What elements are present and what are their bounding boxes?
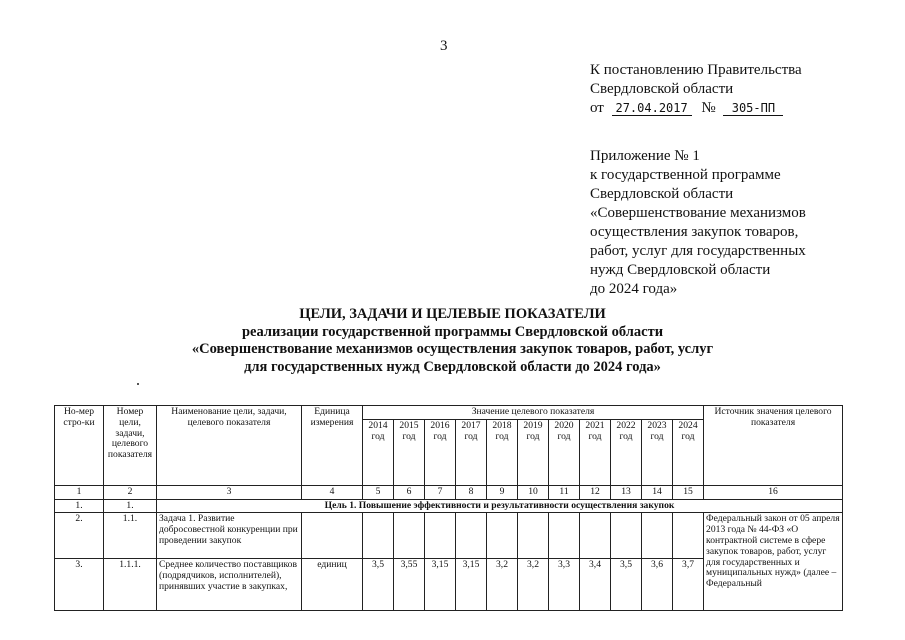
empty-cell xyxy=(518,513,549,559)
title-line: для государственных нужд Свердловской области до 2024 года» xyxy=(244,358,661,375)
task-row xyxy=(55,513,843,559)
year-header: 2014 год xyxy=(363,419,394,485)
header-name: Наименование цели, задачи, целевого показателя xyxy=(157,406,302,486)
year-header: 2018 год xyxy=(487,419,518,485)
indicator-unit: единиц xyxy=(302,559,363,611)
title-line: ЦЕЛИ, ЗАДАЧИ И ЦЕЛЕВЫЕ ПОКАЗАТЕЛИ xyxy=(299,306,606,322)
approval-date: 27.04.2017 xyxy=(612,101,692,116)
appendix-line: «Совершенствование механизмов xyxy=(590,205,806,221)
column-number: 7 xyxy=(425,485,456,499)
year-header: 2017 год xyxy=(456,419,487,485)
column-number: 15 xyxy=(673,485,704,499)
appendix-line: Свердловской области xyxy=(590,186,734,202)
column-number: 14 xyxy=(642,485,673,499)
approval-block xyxy=(590,61,802,118)
source-text: Федеральный закон от 05 апреля 2013 года № 44-ФЗ «О контрактной системе в сфере закупок товаров, работ, услуг для государственных и муниципальных нужд» (далее – Федеральный xyxy=(704,513,843,611)
indicator-row-num: 3. xyxy=(55,559,104,611)
number-label: № xyxy=(701,100,716,116)
indicator-value: 3,15 xyxy=(456,559,487,611)
column-number: 12 xyxy=(580,485,611,499)
appendix-line: работ, услуг для государственных xyxy=(590,243,806,259)
from-label: от xyxy=(590,100,604,116)
empty-cell xyxy=(363,513,394,559)
empty-cell xyxy=(456,513,487,559)
approval-number: 305-ПП xyxy=(723,101,783,116)
indicator-value: 3,5 xyxy=(363,559,394,611)
column-numbers-row xyxy=(55,485,843,499)
goal-row-num: 1. xyxy=(55,499,104,513)
empty-cell xyxy=(642,513,673,559)
column-number: 9 xyxy=(487,485,518,499)
task-row-num: 2. xyxy=(55,513,104,559)
indicator-value: 3,2 xyxy=(487,559,518,611)
year-header: 2022 год xyxy=(611,419,642,485)
header-row xyxy=(55,406,843,420)
year-header: 2015 год xyxy=(394,419,425,485)
scan-dot xyxy=(137,383,139,385)
indicators-table xyxy=(54,405,843,611)
column-number: 5 xyxy=(363,485,394,499)
column-number: 1 xyxy=(55,485,104,499)
column-number: 3 xyxy=(157,485,302,499)
approval-line-1: К постановлению Правительства xyxy=(590,62,802,78)
year-header: 2021 год xyxy=(580,419,611,485)
column-number: 4 xyxy=(302,485,363,499)
appendix-line: Приложение № 1 xyxy=(590,148,700,164)
goal-row xyxy=(55,499,843,513)
header-goal-num: Номер цели, задачи, целевого показателя xyxy=(104,406,157,486)
year-header: 2020 год xyxy=(549,419,580,485)
indicator-value: 3,15 xyxy=(425,559,456,611)
empty-cell xyxy=(487,513,518,559)
year-header: 2019 год xyxy=(518,419,549,485)
indicator-value: 3,2 xyxy=(518,559,549,611)
column-number: 8 xyxy=(456,485,487,499)
appendix-line: до 2024 года» xyxy=(590,281,678,297)
indicator-value: 3,4 xyxy=(580,559,611,611)
column-number: 10 xyxy=(518,485,549,499)
empty-cell xyxy=(611,513,642,559)
empty-cell xyxy=(425,513,456,559)
title-line: «Совершенствование механизмов осуществления закупок товаров, работ, услуг xyxy=(191,341,714,357)
appendix-block xyxy=(590,147,806,299)
column-number: 11 xyxy=(549,485,580,499)
indicator-name: Среднее количество поставщиков (подрядчиков, исполнителей), принявших участие в закупках, xyxy=(157,559,302,611)
indicator-value: 3,5 xyxy=(611,559,642,611)
header-source: Источник значения целевого показателя xyxy=(704,406,843,486)
empty-cell xyxy=(549,513,580,559)
task-num: 1.1. xyxy=(104,513,157,559)
appendix-line: к государственной программе xyxy=(590,167,781,183)
document-title xyxy=(0,306,905,376)
empty-cell xyxy=(673,513,704,559)
column-number: 6 xyxy=(394,485,425,499)
goal-text: Цель 1. Повышение эффективности и результативности осуществления закупок xyxy=(157,499,843,513)
task-name: Задача 1. Развитие добросовестной конкуренции при проведении закупок xyxy=(157,513,302,559)
header-row-num: Но-мер стро-ки xyxy=(55,406,104,486)
page-number: 3 xyxy=(440,38,448,54)
indicator-value: 3,6 xyxy=(642,559,673,611)
column-number: 16 xyxy=(704,485,843,499)
year-header: 2023 год xyxy=(642,419,673,485)
title-line: реализации государственной программы Свердловской области xyxy=(241,323,664,340)
approval-line-3 xyxy=(590,99,802,118)
year-header: 2016 год xyxy=(425,419,456,485)
appendix-line: осуществления закупок товаров, xyxy=(590,224,799,240)
goal-num: 1. xyxy=(104,499,157,513)
indicator-value: 3,7 xyxy=(673,559,704,611)
indicator-value: 3,55 xyxy=(394,559,425,611)
approval-line-2: Свердловской области xyxy=(590,81,734,97)
indicator-num: 1.1.1. xyxy=(104,559,157,611)
empty-cell xyxy=(302,513,363,559)
header-values-group: Значение целевого показателя xyxy=(363,406,704,420)
year-header: 2024 год xyxy=(673,419,704,485)
column-number: 13 xyxy=(611,485,642,499)
empty-cell xyxy=(394,513,425,559)
indicator-value: 3,3 xyxy=(549,559,580,611)
empty-cell xyxy=(580,513,611,559)
column-number: 2 xyxy=(104,485,157,499)
appendix-line: нужд Свердловской области xyxy=(590,262,771,278)
header-unit: Единица измерения xyxy=(302,406,363,486)
